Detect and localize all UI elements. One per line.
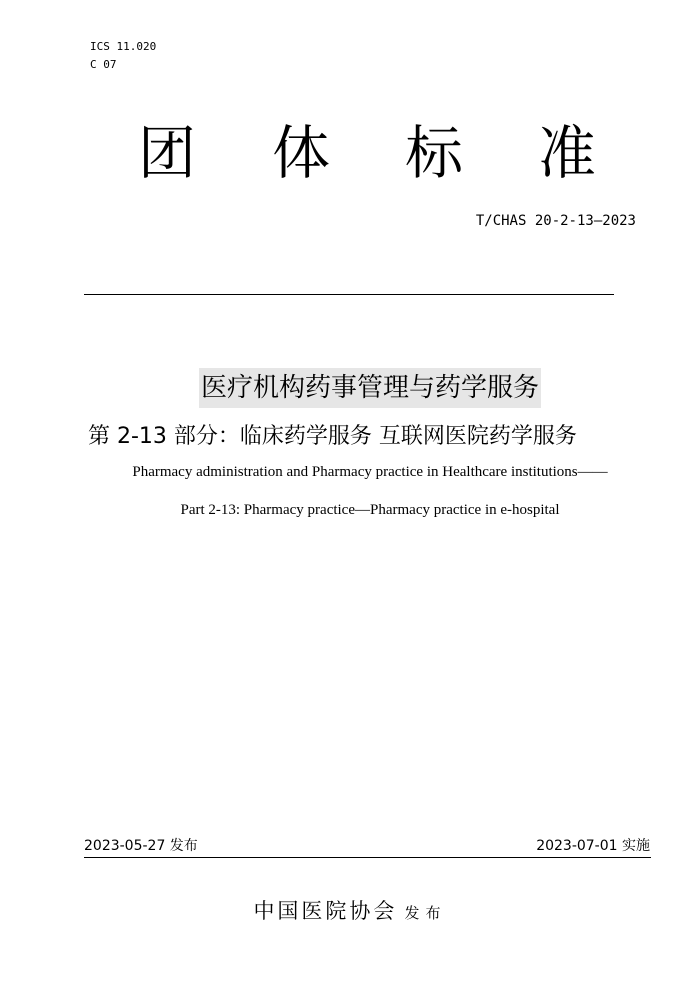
cn-subtitle: 第 2-13 部分：临床药学服务 互联网医院药学服务 bbox=[88, 424, 577, 449]
standard-type-char: 体 bbox=[272, 119, 331, 187]
publisher-organization: 中国医院协会 bbox=[253, 899, 398, 923]
ccs-code: C 07 bbox=[90, 58, 117, 71]
standard-type-char: 团 bbox=[138, 119, 197, 187]
cn-main-title-wrap bbox=[0, 368, 700, 408]
en-title-line-2: Part 2-13: Pharmacy practice—Pharmacy practice in e-hospital bbox=[180, 502, 560, 518]
ics-code: ICS 11.020 bbox=[90, 40, 157, 53]
standard-number: T/CHAS 20-2-13—2023 bbox=[475, 213, 636, 229]
publisher-suffix: 发布 bbox=[404, 904, 447, 922]
top-divider bbox=[84, 294, 614, 295]
standard-type-char: 标 bbox=[405, 119, 464, 187]
standard-type-char: 准 bbox=[538, 119, 597, 187]
bottom-divider bbox=[84, 857, 651, 858]
standard-type-heading bbox=[0, 118, 700, 188]
issue-date: 2023-05-27 发布 bbox=[84, 838, 198, 854]
classification-codes bbox=[90, 38, 156, 74]
en-title-line-1: Pharmacy administration and Pharmacy practice in Healthcare institutions—— bbox=[132, 464, 608, 480]
publisher bbox=[0, 896, 700, 928]
cn-main-title: 医疗机构药事管理与药学服务 bbox=[199, 368, 541, 408]
implementation-date: 2023-07-01 实施 bbox=[536, 838, 650, 854]
